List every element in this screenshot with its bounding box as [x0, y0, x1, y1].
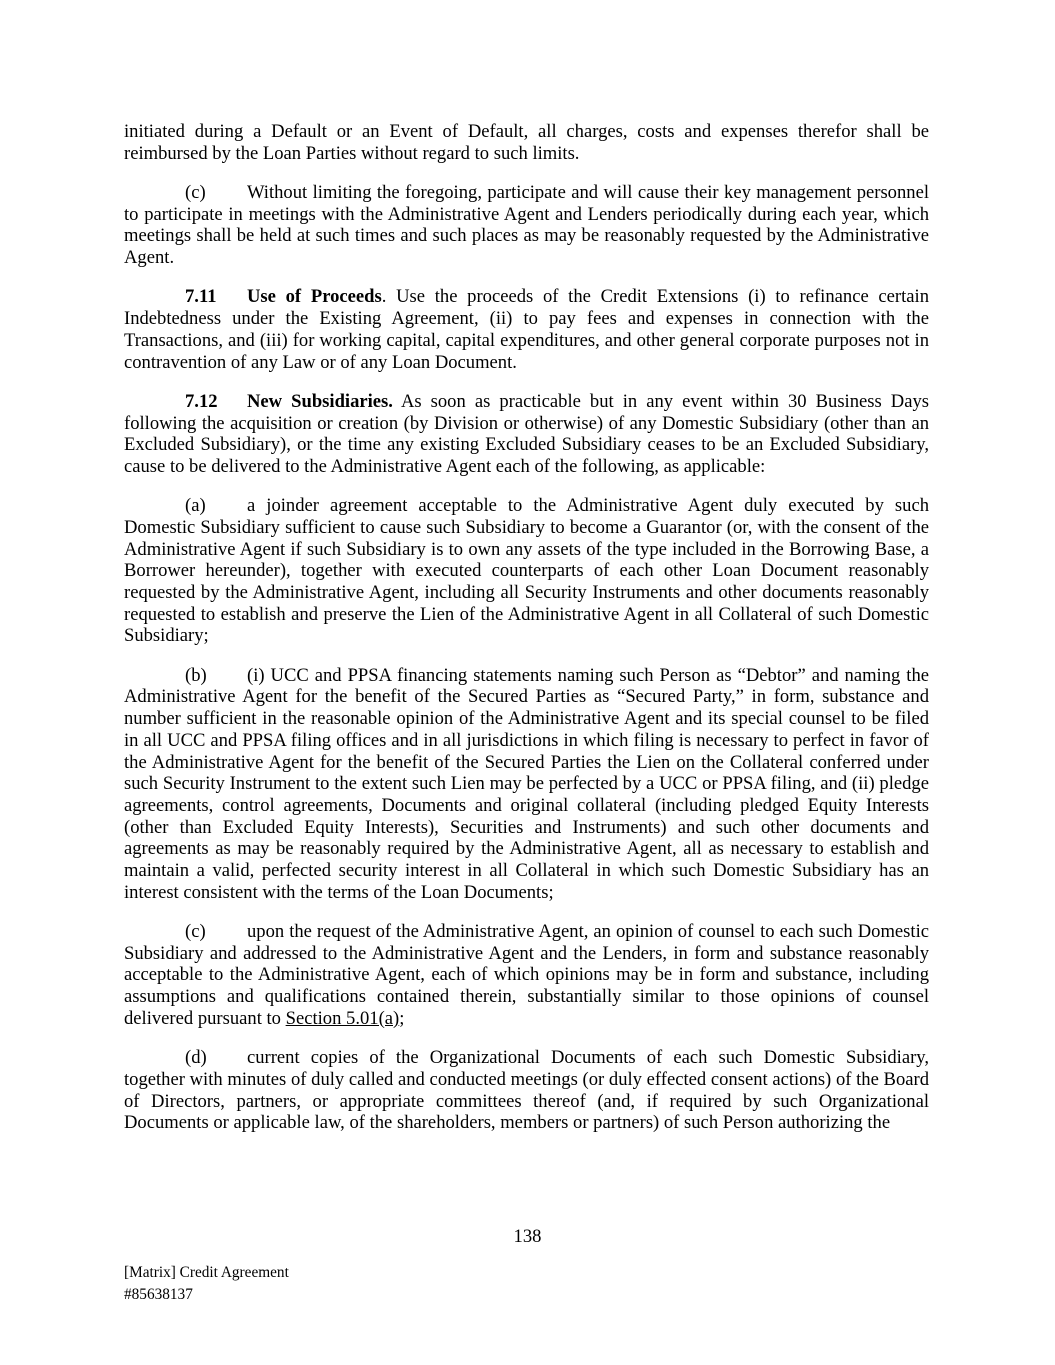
clause-text: a joinder agreement acceptable to the Administrative Agent duly executed by such Domestic Subsidiary sufficient to cause such Subsidiary to become a Guarantor (or, with the consent of the Administrative Agent if such Subsidiary is to own any assets of the type included in the Borrowing Base, a Borrower hereunder), together with executed counterparts of each other Loan Document reasonably requested by the Administrative Agent, including all Security Instruments and other documents reasonably requested to establish and preserve the Lien of the Administrative Agent in all Collateral of such Domestic Subsidiary;	[124, 495, 929, 647]
document-footer	[124, 1262, 289, 1305]
clause-text: upon the request of the Administrative Agent, an opinion of counsel to each such Domestic Subsidiary and addressed to the Administrative Agent and the Lenders, in form and substance reasonably acceptable to the Administrative Agent, each of which opinions may be in form and substance, including assumptions and qualifications contained therein, substantially similar to those opinions of counsel delivered pursuant to	[124, 921, 929, 1029]
footer-document-id: #85638137	[124, 1285, 193, 1303]
clause-label: (d)	[185, 1047, 207, 1069]
clause-label: (b)	[185, 664, 207, 686]
clause-text: (i) UCC and PPSA financing statements naming such Person as “Debtor” and naming the Administrative Agent for the benefit of the Secured Parties as “Secured Party,” in form, substance and number sufficient in the reasonable opinion of the Administrative Agent and its special counsel to be filed in all UCC and PPSA filing offices and in all jurisdictions in which filing is necessary to perfect in favor of the Administrative Agent for the benefit of the Secured Parties the Lien on the Collateral conferred under such Security Instrument to the extent such Lien may be perfected by a UCC or PPSA filing, and (ii) pledge agreements, control agreements, Documents and original collateral (including pledged Equity Interests (other than Excluded Equity Interests), Securities and Instruments) and such other documents and agreements as may be reasonably required by the Administrative Agent, all as necessary to establish and maintain a valid, perfected security interest in all Collateral in which such Domestic Subsidiary has an interest consistent with the terms of the Loan Documents;	[124, 664, 929, 903]
section-7-12-new-subsidiaries	[124, 391, 929, 478]
clause-label: (a)	[185, 495, 206, 517]
section-text: As soon as practicable but in any event within 30 Business Days following the acquisition or creation (by Division or otherwise) of any Domestic Subsidiary (other than an Excluded Subsidiary), or the time any existing Excluded Subsidiary ceases to be an Excluded Subsidiary, cause to be delivered to the Administrative Agent each of the following, as applicable:	[124, 390, 929, 477]
paragraph-continuation: initiated during a Default or an Event of Default, all charges, costs and expenses therefor shall be reimbursed by the Loan Parties without regard to such limits.	[124, 121, 929, 164]
section-number: 7.12	[185, 390, 218, 412]
section-7-11-use-of-proceeds	[124, 286, 929, 373]
section-5-01-a-reference-link[interactable]: Section 5.01(a)	[285, 1007, 400, 1029]
clause-text: Without limiting the foregoing, participate and will cause their key management personnel to participate in meetings with the Administrative Agent and Lenders periodically during each year, which meetings shall be held at such times and such places as may be reasonably requested by the Administrative Agent.	[124, 182, 929, 269]
paragraph-clause-c-meetings	[124, 182, 929, 269]
section-text: . Use the proceeds of the Credit Extensions (i) to refinance certain Indebtedness under the Existing Agreement, (ii) to pay fees and expenses in connection with the Transactions, and (iii) for working capital, capital expenditures, and other general corporate purposes not in contravention of any Law or of any Loan Document.	[124, 286, 929, 373]
paragraph-clause-b-ucc-ppsa	[124, 665, 929, 904]
footer-document-title: [Matrix] Credit Agreement	[124, 1264, 289, 1281]
section-number: 7.11	[185, 286, 217, 308]
paragraph-clause-a-joinder	[124, 495, 929, 647]
clause-text-tail: ;	[399, 1007, 405, 1029]
section-heading: New Subsidiaries.	[247, 390, 393, 412]
document-body	[124, 121, 929, 1152]
clause-text: current copies of the Organizational Documents of each such Domestic Subsidiary, together with minutes of duly called and conducted meetings (or duly effected consent actions) of the Board of Directors, partners, or appropriate committees thereof (and, if required by such Organizational Documents or applicable law, of the shareholders, members or partners) of such Person authorizing the	[124, 1047, 929, 1134]
page-number: 138	[513, 1226, 542, 1247]
paragraph-clause-d-org-documents	[124, 1047, 929, 1134]
clause-label: (c)	[185, 182, 206, 203]
clause-label: (c)	[185, 921, 206, 943]
paragraph-clause-c-opinions	[124, 921, 929, 1030]
section-heading: Use of Proceeds	[247, 286, 382, 308]
